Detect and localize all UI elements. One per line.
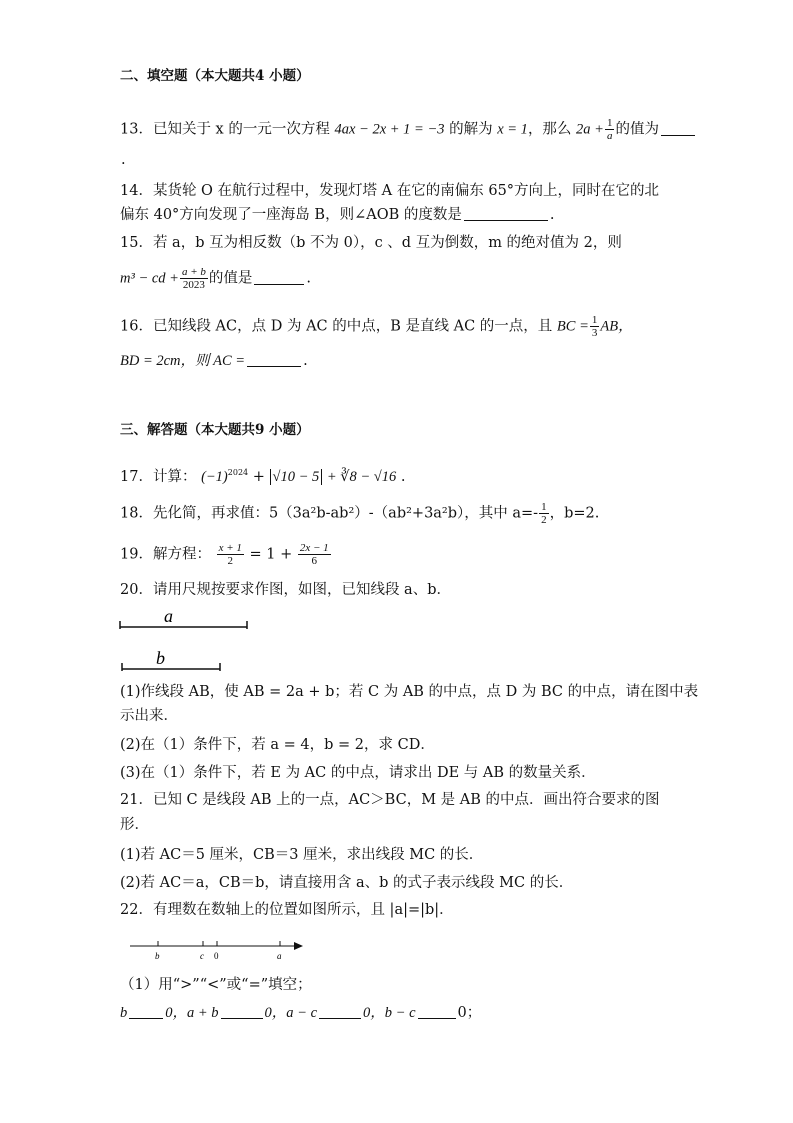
question-17 [120, 463, 405, 487]
q17-plus: + [252, 468, 265, 485]
q22-item-b: b [120, 1005, 128, 1021]
tick-c [200, 941, 204, 961]
q16-bc: BC = [556, 318, 589, 335]
question-16-line2 [120, 351, 308, 371]
q15-expr: m³ − cd + [120, 270, 179, 287]
segment-figure [112, 602, 272, 677]
q13-tail: 的值为 [615, 121, 659, 138]
q15-frac-num: a + b [181, 266, 206, 278]
section-heading-solutions: 三、解答题（本大题共9 小题） [120, 422, 310, 438]
tick-label-c: c [200, 951, 204, 961]
q15-frac-den: 2023 [182, 279, 205, 291]
tick-b [155, 941, 160, 961]
q19-lhs-fraction [217, 542, 244, 567]
q22-item-b-minus-c: 0，b − c [363, 1005, 416, 1021]
question-14-line1: 14．某货轮 O 在航行过程中，发现灯塔 A 在它的南偏东 65°方向上，同时在它的北 [120, 183, 660, 199]
q17-end: . [400, 468, 406, 485]
q22-blank-4[interactable] [418, 1004, 456, 1019]
question-19 [120, 542, 332, 567]
q13-end: . [121, 152, 126, 168]
section-heading-fill-in: 二、填空题（本大题共4 小题） [120, 68, 310, 84]
q16-end: . [303, 353, 308, 369]
q16-answer-blank[interactable] [247, 352, 301, 367]
q18-text: 18．先化简，再求值：5（3a²b-ab²）-（ab²+3a²b），其中 a=- [120, 505, 539, 522]
question-15-line2 [120, 266, 311, 291]
question-21-line2: 形． [120, 817, 149, 833]
q22-part1-blanks [120, 1003, 481, 1023]
q13-then: ，那么 [527, 121, 572, 138]
q16-frac-den: 3 [591, 327, 598, 339]
q21-part1: (1)若 AC＝5 厘米，CB＝3 厘米，求出线段 MC 的长． [120, 847, 484, 863]
tick-label-a: a [277, 951, 282, 961]
q20-part1-line1: (1)作线段 AB，使 AB = 2a + b；若 C 为 AB 的中点，点 D 为 BC 的中点，请在图中表 [120, 684, 699, 700]
q13-fraction [605, 117, 615, 142]
q16-frac-num: 1 [591, 314, 598, 326]
question-22: 22．有理数在数轴上的位置如图所示，且 |a|=|b|． [120, 902, 454, 918]
q16-line1-text: 16．已知线段 AC，点 D 为 AC 的中点，B 是直线 AC 的一点，且 [120, 318, 553, 335]
q19-rhs-num: 2x − 1 [299, 542, 329, 554]
q18-frac-num: 1 [541, 501, 547, 513]
q19-rhs-head: = 1 + [249, 546, 293, 563]
q15-fraction [180, 266, 208, 291]
q13-mid: 的解为 [449, 121, 493, 138]
q19-rhs-den: 6 [311, 555, 317, 567]
question-21-line1: 21．已知 C 是线段 AB 上的一点，AC＞BC，M 是 AB 的中点．画出符合要求的图 [120, 792, 660, 808]
number-line [125, 935, 315, 965]
q13-prefix: 13．已知关于 x 的一元一次方程 [120, 121, 330, 138]
q15-answer-blank[interactable] [254, 270, 304, 285]
q14-answer-blank[interactable] [464, 206, 548, 221]
q19-label: 19．解方程： [120, 546, 211, 563]
q19-lhs-den: 2 [227, 555, 233, 567]
q17-base: (−1) [201, 468, 228, 485]
q20-part1-line2: 示出来． [120, 708, 178, 724]
q17-absolute-value: √10 − 5 [270, 469, 323, 485]
q13-solution: x = 1 [497, 121, 528, 138]
q15-end: . [306, 270, 311, 287]
q13-frac-num: 1 [606, 117, 613, 129]
q22-blank-2[interactable] [221, 1004, 263, 1019]
tick-label-zero: 0 [214, 951, 219, 961]
q16-ab: AB， [600, 318, 633, 335]
segment-b-label: b [156, 648, 165, 668]
q22-part1-label: （1）用“>”“<”或“=”填空； [120, 977, 312, 993]
q17-exponent: 2024 [227, 468, 249, 477]
q17-roots: + ∛8 − √16 [326, 468, 397, 485]
q13-answer-blank[interactable] [661, 121, 695, 136]
tick-a [277, 941, 282, 961]
q16-fraction [590, 314, 600, 339]
segment-a [120, 606, 247, 629]
q18-frac-den: 2 [541, 514, 547, 526]
question-14-line2 [120, 205, 554, 225]
segment-a-label: a [164, 606, 173, 626]
q15-tail: 的值是 [208, 270, 253, 287]
q19-lhs-num: x + 1 [218, 542, 242, 554]
q14-end: . [549, 207, 555, 223]
q16-line2-text: BD = 2cm，则 AC = [120, 353, 246, 369]
q21-part2: (2)若 AC＝a，CB＝b，请直接用含 a、b 的式子表示线段 MC 的长． [120, 875, 574, 891]
q20-part2: (2)在（1）条件下，若 a = 4，b = 2，求 CD． [120, 737, 435, 753]
q19-rhs-fraction [298, 542, 331, 567]
q18-tail: ，b=2. [549, 505, 600, 522]
number-line-arrow-icon [294, 942, 303, 950]
q14-line2-text: 偏东 40°方向发现了一座海岛 B，则∠AOB 的度数是 [120, 207, 462, 223]
q22-blank-1[interactable] [129, 1004, 163, 1019]
q20-part3: (3)在（1）条件下，若 E 为 AC 的中点，请求出 DE 与 AB 的数量关系． [120, 765, 596, 781]
q13-expr-head: 2a + [576, 121, 604, 138]
q13-equation: 4ax − 2x + 1 = −3 [334, 121, 445, 138]
question-18 [120, 501, 599, 526]
q22-item-a-minus-c: 0，a − c [264, 1005, 318, 1021]
tick-label-b: b [155, 951, 160, 961]
question-13 [120, 117, 697, 142]
q22-item-end: 0； [457, 1005, 482, 1021]
question-15-line1: 15．若 a，b 互为相反数（b 不为 0），c 、d 互为倒数，m 的绝对值为 2，则 [120, 235, 622, 251]
q22-blank-3[interactable] [319, 1004, 361, 1019]
question-16-line1 [120, 314, 633, 339]
q17-label: 17．计算： [120, 468, 197, 485]
segment-b [122, 648, 220, 671]
tick-zero [214, 941, 219, 961]
question-20: 20．请用尺规按要求作图，如图，已知线段 a、b． [120, 582, 451, 598]
q13-frac-den: a [606, 130, 613, 142]
q18-fraction [539, 501, 549, 526]
q22-item-a-plus-b: 0，a + b [165, 1005, 219, 1021]
